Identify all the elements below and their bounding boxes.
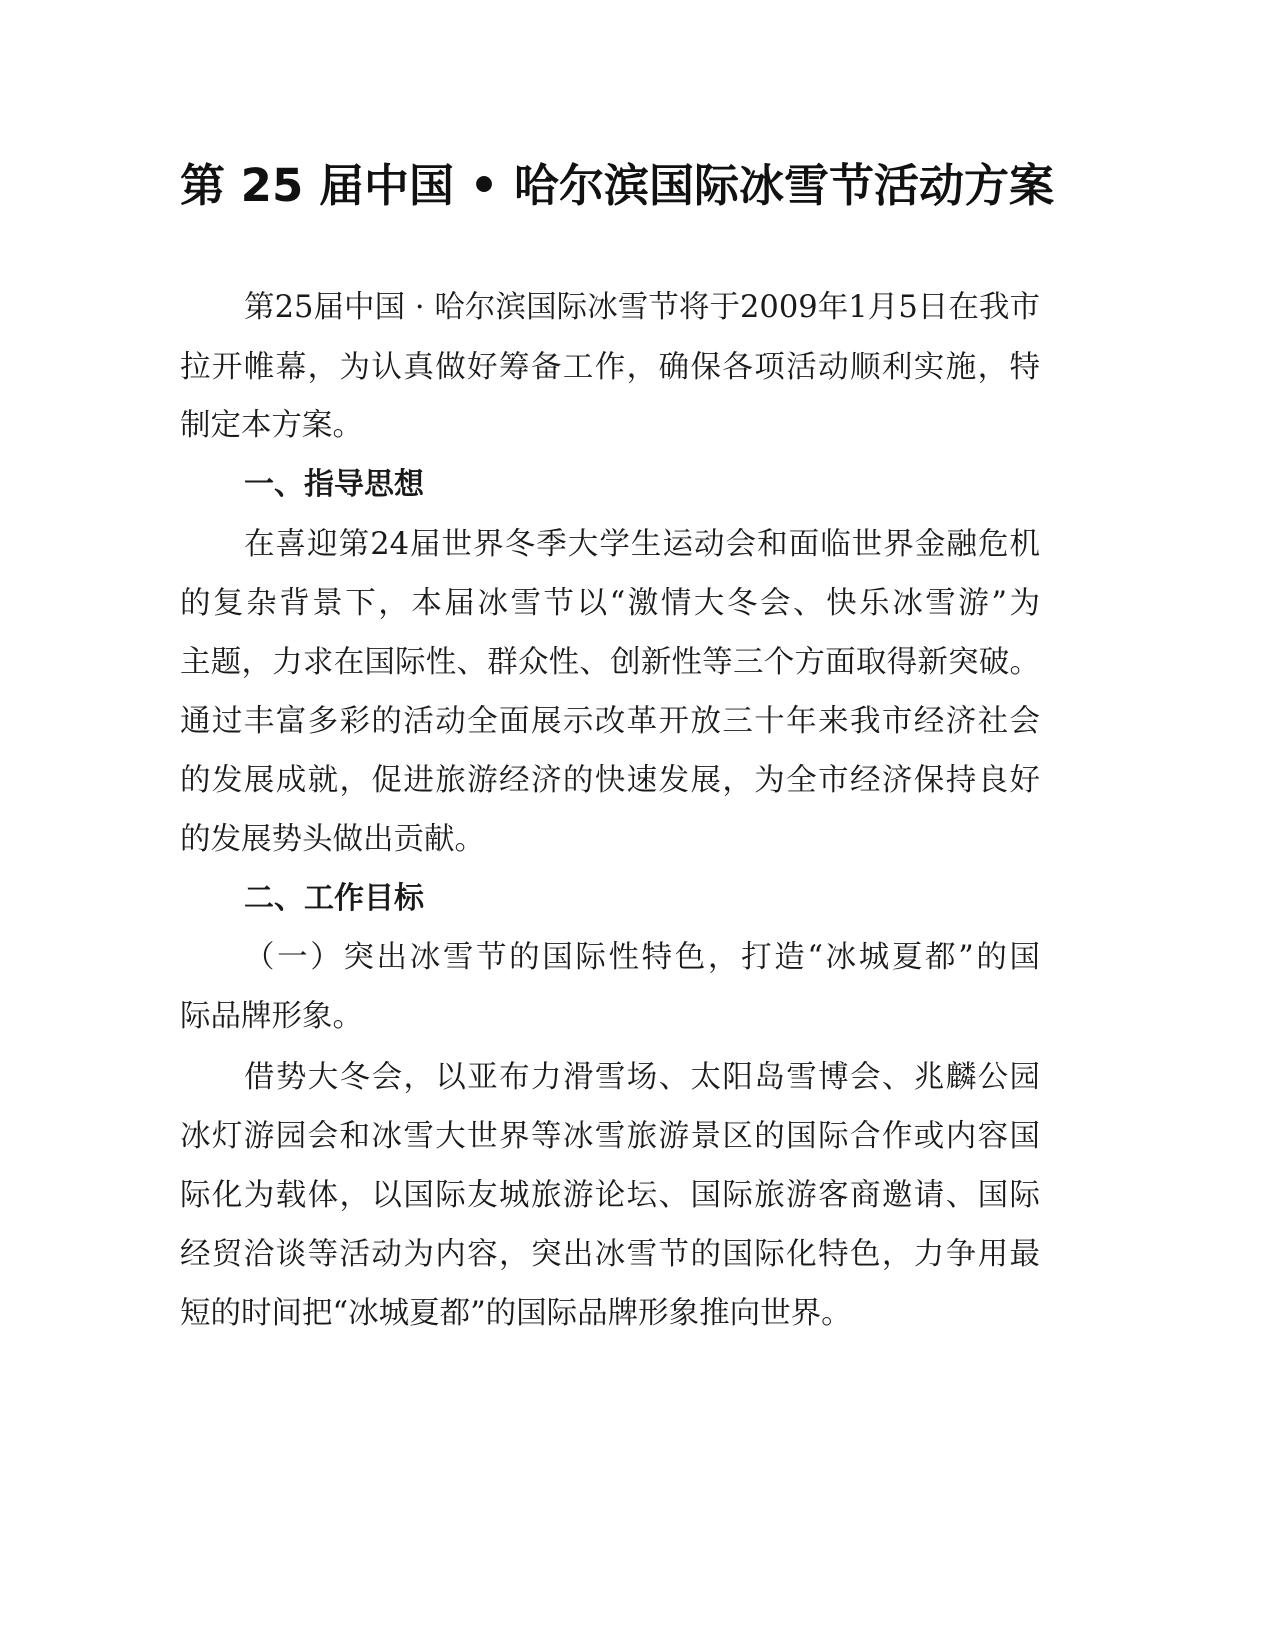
paragraph-line: 际品牌形象。 bbox=[180, 999, 363, 1034]
document-title: 第 25 届中国 • 哈尔滨国际冰雪节活动方案 bbox=[180, 159, 1055, 212]
paragraph-line: 经贸洽谈等活动为内容，突出冰雪节的国际化特色，力争用最 bbox=[180, 1237, 1040, 1272]
paragraph-line: 的发展势头做出贡献。 bbox=[180, 822, 485, 857]
paragraph-line: 借势大冬会，以亚布力滑雪场、太阳岛雪博会、兆麟公园 bbox=[244, 1060, 1040, 1095]
paragraph-line: 在喜迎第24届世界冬季大学生运动会和面临世界金融危机 bbox=[244, 527, 1040, 562]
paragraph-line: 的复杂背景下，本届冰雪节以“激情大冬会、快乐冰雪游”为 bbox=[180, 586, 1040, 621]
paragraph-line: 际化为载体，以国际友城旅游论坛、国际旅游客商邀请、国际 bbox=[180, 1178, 1040, 1213]
section-heading: 一、指导思想 bbox=[244, 467, 424, 502]
paragraph-line: 拉开帷幕，为认真做好筹备工作，确保各项活动顺利实施，特 bbox=[180, 350, 1040, 385]
paragraph-line: 通过丰富多彩的活动全面展示改革开放三十年来我市经济社会 bbox=[180, 704, 1040, 739]
paragraph-line: 第25届中国 · 哈尔滨国际冰雪节将于2009年1月5日在我市 bbox=[244, 290, 1040, 325]
paragraph-line: 短的时间把“冰城夏都”的国际品牌形象推向世界。 bbox=[180, 1296, 852, 1331]
paragraph-line: 的发展成就，促进旅游经济的快速发展，为全市经济保持良好 bbox=[180, 763, 1040, 798]
section-heading: 二、工作目标 bbox=[244, 881, 424, 916]
paragraph-line: （一）突出冰雪节的国际性特色，打造“冰城夏都”的国 bbox=[244, 940, 1040, 975]
paragraph-line: 制定本方案。 bbox=[180, 408, 363, 443]
paragraph-line: 主题，力求在国际性、群众性、创新性等三个方面取得新突破。 bbox=[180, 645, 1040, 680]
paragraph-line: 冰灯游园会和冰雪大世界等冰雪旅游景区的国际合作或内容国 bbox=[180, 1119, 1040, 1154]
